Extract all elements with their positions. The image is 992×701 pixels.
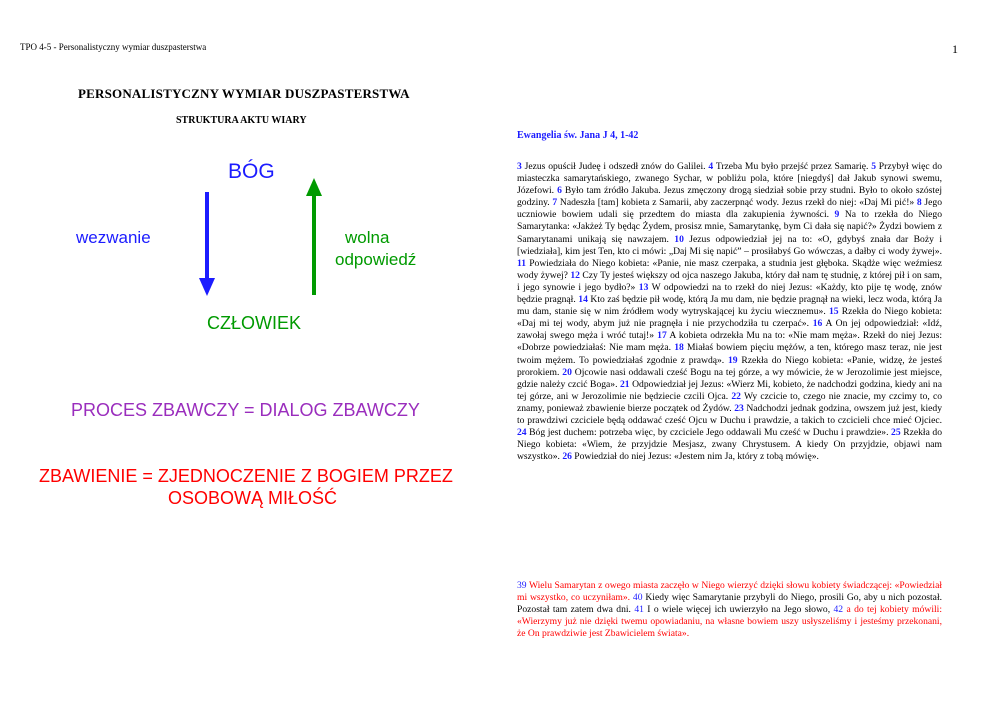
diagram-label-call: wezwanie [76,228,151,247]
running-header: TPO 4-5 - Personalistyczny wymiar duszpasterstwa [20,42,207,52]
verse-number: 23 [734,402,744,414]
verse-number: 39 [517,580,527,591]
verse-text: I o wiele więcej ich uwierzyło na Jego słowo, [643,604,834,616]
verse-number: 13 [638,281,649,293]
diagram-label-god: BÓG [228,160,275,183]
arrow-down-icon [199,192,215,296]
arrow-up-icon [306,178,322,295]
diagram-label-response: odpowiedź [335,250,417,269]
gospel-paragraph-1 [517,161,942,463]
verse-number: 16 [812,318,823,330]
verse-number: 11 [517,257,527,269]
verse-text: Trzeba Mu było przejść przez Samarię. [713,161,872,172]
verse-text: Powiedział do niej Jezus: «Jestem nim Ja, który z tobą mówię». [571,451,819,463]
verse-text: Kiedy więc Samarytanie przybyli do Niego, prosili Go, aby u nich pozostał. Pozostał tam zatem dwa dni. [517,592,943,616]
page-number: 1 [952,42,958,56]
verse-text: Powiedziała do Niego kobieta: «Panie, nie masz czerpaka, a studnia jest głęboka. Skądże więc weźmiesz wody żywej? [517,257,942,281]
verse-number: 6 [557,185,562,197]
statement-salvation-line2: OSOBOWĄ MIŁOŚĆ [168,488,338,508]
verse-text: Kto zaś będzie pił wodę, którą Ja mu dam, nie będzie pragnął na wieki, lecz woda, którą Ja mu dam, stanie się w nim źródłem wody wytryskającej ku życiu wiecznemu». [517,294,942,318]
gospel-paragraph-2 [517,580,942,640]
verse-text: Odpowiedział jej Jezus: «Wierz Mi, kobieto, że nadchodzi godzina, kiedy ani na tej górze, ani w Jerozolimie nie będziecie czcili Ojca. [517,378,942,402]
verse-text: Jezus odpowiedział jej na to: «O, gdybyś znała dar Boży i [wiedziała], kim jest Ten, kto ci mówi: „Daj Mi się napić” – prosiłabyś Go wówczas, a dałby ci wody żywej». [517,233,942,257]
diagram-label-human: CZŁOWIEK [207,313,302,333]
verse-text: a do tej kobiety mówili: «Wierzymy już nie dzięki twemu opowiadaniu, na własne bowiem uszy usłyszeliśmy i jesteśmy przekonani, że On prawdziwie jest Zbawicielem świata». [517,604,943,640]
verse-text: Rzekła do Niego kobieta: «Panie, widzę, że jesteś prorokiem. [517,354,942,378]
verse-number: 12 [570,269,580,281]
verse-number: 22 [731,390,741,402]
statement-salvation-line1: ZBAWIENIE = ZJEDNOCZENIE Z BOGIEM PRZEZ [39,466,453,486]
verse-number: 7 [552,197,558,209]
verse-number: 15 [828,306,839,318]
verse-text: Wielu Samarytan z owego miasta zaczęło w Niego wierzyć dzięki słowu kobiety świadczącej: «Powiedział mi wszystko, co uczyniłam». [517,580,942,604]
verse-text: Bóg jest duchem: potrzeba więc, by czciciele Jego oddawali Mu cześć w Duchu i prawdzie». [526,427,892,439]
verse-number: 9 [834,209,840,221]
verse-number: 41 [634,604,644,616]
verse-number: 26 [562,451,572,463]
verse-text: Ojcowie nasi oddawali cześć Bogu na tej górze, a wy mówicie, że w Jerozolimie jest miejsce, gdzie należy czcić Boga». [517,366,942,390]
verse-text: Jego uczniowie bowiem udali się przedtem do miasta dla zakupienia żywności. [517,197,942,221]
verse-text: W odpowiedzi na to rzekł do niej Jezus: «Każdy, kto pije tę wodę, znów będzie pragnął. [517,281,942,306]
verse-number: 10 [674,233,684,245]
verse-text: Czy Ty jesteś większy od ojca naszego Jakuba, który dał nam tę studnię, z której pił i on sam, i jego synowie i jego bydło?» [517,269,943,293]
verse-number: 3 [517,161,522,172]
verse-number: 21 [620,378,630,390]
verse-number: 8 [916,197,922,209]
verse-text: Rzekła do Niego kobieta: «Wiem, że przyjdzie Mesjasz, zwany Chrystusem. A kiedy On przyjdzie, objawi nam wszystko». [517,427,942,463]
verse-text: Na to rzekła do Niego Samarytanka: «Jakżeż Ty będąc Żydem, prosisz mnie, Samarytankę, bym Ci dała się napić?» Żydzi bowiem z Samarytanami unikają się nawzajem. [517,209,942,245]
statement-process: PROCES ZBAWCZY = DIALOG ZBAWCZY [71,400,420,420]
verse-number: 14 [578,294,588,306]
gospel-heading: Ewangelia św. Jana J 4, 1-42 [517,130,639,141]
verse-text: Jezus opuścił Judeę i odszedł znów do Galilei. [521,161,709,172]
verse-text: Wy czcicie to, czego nie znacie, my czcimy to, co znamy, ponieważ zbawienie bierze początek od Żydów. [517,390,942,414]
verse-number: 18 [674,342,684,354]
verse-text: Nadeszła [tam] kobieta z Samarii, aby zaczerpnąć wody. Jezus rzekł do niej: «Daj Mi pić!» [557,197,917,209]
verse-text: Miałaś bowiem pięciu mężów, a ten, którego masz teraz, nie jest twoim mężem. To powiedziałaś zgodnie z prawdą». [517,342,942,366]
verse-text: Przybył więc do miasteczka samarytańskiego, zwanego Sychar, w pobliżu pola, które [niegdyś] dał Jakub synowi swemu, Józefowi. [517,161,942,197]
verse-number: 24 [517,427,527,439]
verse-number: 17 [657,330,667,342]
verse-number: 4 [708,161,714,172]
verse-text: Nadchodzi jednak godzina, owszem już jest, kiedy to prawdziwi czciciele będą oddawać cześć Ojcu w Duchu i prawdzie, a takich to czcicieli chce mieć Ojciec. [517,402,942,426]
document-subtitle: STRUKTURA AKTU WIARY [176,115,307,126]
verse-number: 42 [833,604,844,616]
verse-number: 40 [632,592,643,604]
verse-text: A kobieta odrzekła Mu na to: «Nie mam męża». Rzekł do niej Jezus: «Dobrze powiedziałaś: Nie mam męża. [517,330,942,354]
verse-number: 25 [891,427,901,439]
verse-text: Było tam źródło Jakuba. Jezus zmęczony drogą siedział sobie przy studni. Było to około szóstej godziny. [517,185,942,209]
verse-number: 19 [727,354,738,366]
verse-text: A On jej odpowiedział: «Idź, zawołaj swego męża i wróć tutaj!» [517,318,942,342]
document-title: PERSONALISTYCZNY WYMIAR DUSZPASTERSTWA [78,86,410,101]
verse-text: Rzekła do Niego kobieta: «Daj mi tej wody, abym już nie pragnęła i nie przychodziła tu czerpać». [517,306,942,330]
verse-number: 20 [562,366,572,378]
diagram-label-free: wolna [345,228,390,247]
verse-number: 5 [871,161,876,172]
